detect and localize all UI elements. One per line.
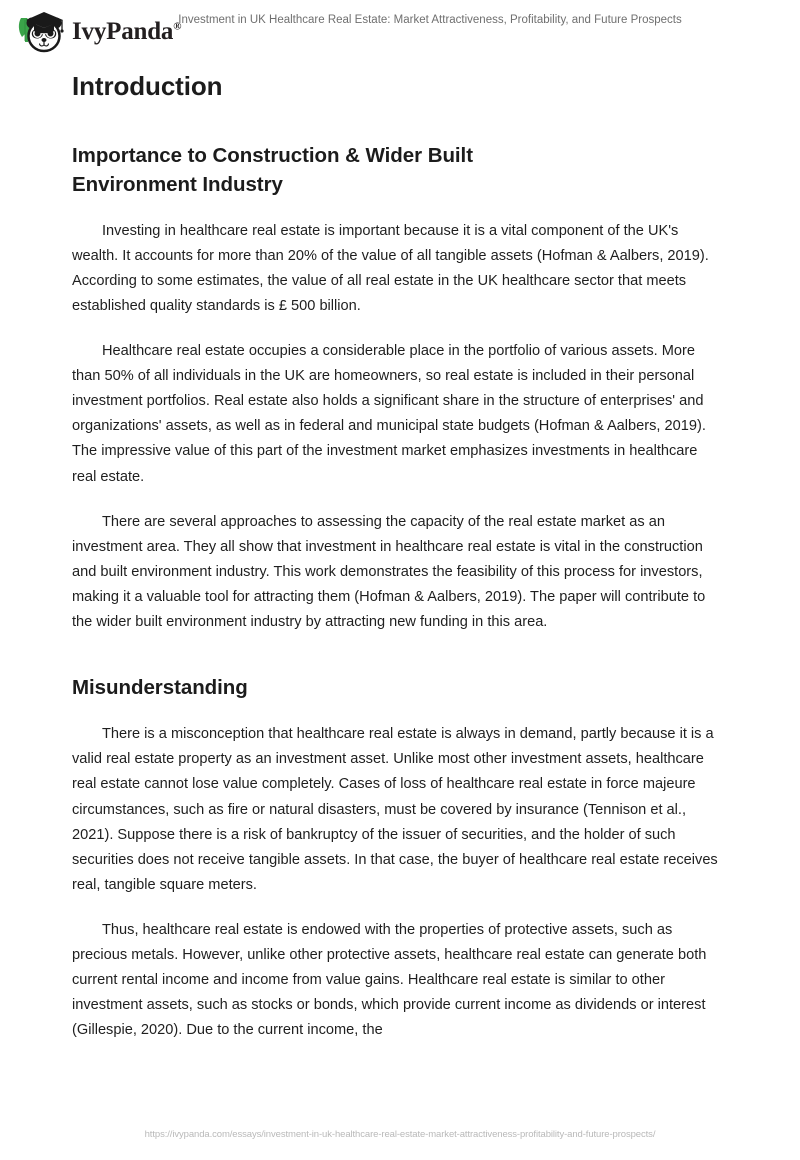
section-heading-importance: Importance to Construction & Wider Built Environment Industry — [72, 143, 473, 196]
paragraph: Healthcare real estate occupies a considerable place in the portfolio of various assets. More than 50% of all individuals in the UK are homeowners, so real estate is included in their personal investment portfolios. Real estate also holds a significant share in the structure of enterprises' and organizations' assets, as well as in federal and municipal state budgets (Hofman & Aalbers, 2019). The impressive value of this part of the investment market emphasizes investments in healthcare real estate. — [72, 343, 706, 485]
paragraph: Investing in healthcare real estate is important because it is a vital component of the UK's wealth. It accounts for more than 20% of the value of all tangible assets (Hofman & Aalbers, 2019). According to some estimates, the value of all real estate in the UK healthcare sector that meets established quality standards is £ 500 billion. — [72, 222, 709, 314]
page-title: Introduction — [72, 71, 223, 101]
page-header — [0, 0, 800, 60]
paragraph: Thus, healthcare real estate is endowed with the properties of protective assets, such as precious metals. However, unlike other protective assets, healthcare real estate can generate both current rental income and income from value gains. Healthcare real estate is similar to other investment assets, such as stocks or bonds, which provide current income as dividends or interest (Gillespie, 2020). Due to the current income, the — [72, 921, 707, 1039]
page-footer — [0, 1124, 800, 1142]
document-running-title: Investment in UK Healthcare Real Estate: Market Attractiveness, Profitability, and Future Prospects — [178, 14, 682, 26]
brand-name-text: IvyPanda — [72, 17, 174, 45]
document-content — [72, 70, 724, 1043]
section-heading-misunderstanding: Misunderstanding — [72, 676, 248, 700]
paragraph: There is a misconception that healthcare real estate is always in demand, partly because it is a valid real estate property as an investment asset. Unlike most other investment assets, healthcare real estate cannot lose value completely. Cases of loss of healthcare real estate in force majeure circumstances, such as fire or natural disasters, must be covered by insurance (Tennison et al., 2021). Suppose there is a risk of bankruptcy of the issuer of securities, and the holder of such securities does not receive tangible assets. In that case, the buyer of healthcare real estate receives real, tangible square meters. — [72, 726, 718, 893]
registered-mark: ® — [173, 20, 182, 33]
paragraph: There are several approaches to assessing the capacity of the real estate market as an investment area. They all show that investment in healthcare real estate is vital in the construction and built environment industry. This work demonstrates the feasibility of this process for investors, making it a valuable tool for attracting them (Hofman & Aalbers, 2019). The paper will contribute to the wider built environment industry by attracting new funding in this area. — [72, 513, 706, 631]
source-url[interactable]: https://ivypanda.com/essays/investment-in-uk-healthcare-real-estate-market-attractiveness-profitability-and-future-prospects/ — [144, 1129, 656, 1140]
